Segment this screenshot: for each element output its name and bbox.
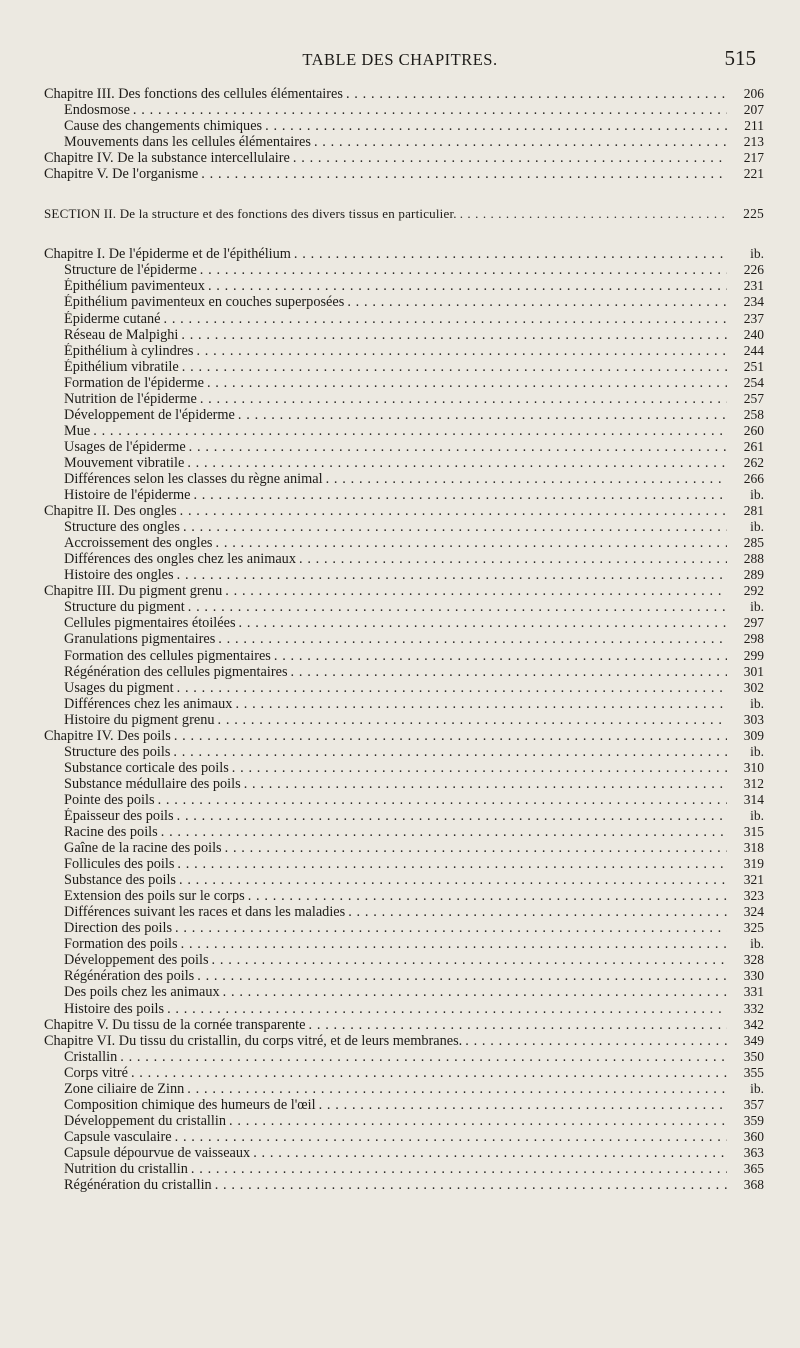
- entry-page-number: 309: [743, 727, 764, 743]
- dot-leader: [175, 1129, 727, 1145]
- dot-leader: [193, 487, 727, 503]
- entry-title: Direction des poils: [64, 920, 173, 937]
- entry-page-number: 231: [743, 278, 764, 294]
- entry-title: Usages de l'épiderme: [64, 438, 186, 455]
- subentry: [44, 567, 764, 583]
- entry-page-number: 359: [743, 1112, 764, 1128]
- page-number: 515: [724, 46, 756, 70]
- dot-leader: [189, 439, 727, 455]
- subentry: [44, 599, 764, 615]
- dot-leader: [158, 792, 727, 808]
- subentry: [44, 423, 764, 439]
- entry-page-number: ib.: [750, 519, 764, 535]
- subentry: [44, 391, 764, 407]
- entry-page-number: 211: [744, 118, 764, 134]
- subentry: [44, 487, 764, 503]
- subentry: [44, 1129, 764, 1145]
- dot-leader: [207, 375, 727, 391]
- entry-page-number: 261: [743, 438, 764, 454]
- chapter-entry: [44, 728, 764, 744]
- section-spacer: [44, 222, 764, 246]
- subentry: [44, 776, 764, 792]
- dot-leader: [191, 1161, 727, 1177]
- entry-title: Extension des poils sur le corps: [64, 888, 245, 905]
- entry-title: Cause des changements chimiques: [64, 118, 263, 135]
- subentry: [44, 278, 764, 294]
- entry-page-number: 240: [743, 326, 764, 342]
- dot-leader: [197, 968, 727, 984]
- entry-page-number: 318: [743, 840, 764, 856]
- entry-title: Différences selon les classes du règne animal: [64, 470, 323, 487]
- dot-leader: [177, 808, 727, 824]
- entry-title: Épithélium pavimenteux: [64, 278, 205, 295]
- entry-title: Chapitre II. Des ongles: [44, 503, 177, 520]
- entry-title: Formation des poils: [64, 936, 178, 953]
- subentry: [44, 615, 764, 631]
- dot-leader: [181, 936, 727, 952]
- entry-title: Follicules des poils: [64, 856, 175, 873]
- dot-leader: [232, 760, 727, 776]
- entry-page-number: 315: [743, 824, 764, 840]
- dot-leader: [200, 262, 727, 278]
- subentry: [44, 327, 764, 343]
- entry-page-number: 332: [743, 1000, 764, 1016]
- entry-page-number: 254: [743, 374, 764, 390]
- dot-leader: [177, 680, 727, 696]
- entry-page-number: 281: [743, 503, 764, 519]
- subentry: [44, 920, 764, 936]
- subentry: [44, 359, 764, 375]
- chapter-entry: [44, 150, 764, 166]
- subentry: [44, 952, 764, 968]
- entry-page-number: 302: [743, 679, 764, 695]
- subentry: [44, 968, 764, 984]
- subentry: [44, 294, 764, 310]
- chapter-entry: [44, 166, 764, 182]
- entry-page-number: 360: [743, 1128, 764, 1144]
- dot-leader: [173, 744, 727, 760]
- dot-leader: [348, 904, 727, 920]
- dot-leader: [218, 631, 727, 647]
- subentry: [44, 262, 764, 278]
- subentry: [44, 824, 764, 840]
- entry-title: Cristallin: [64, 1048, 118, 1065]
- dot-leader: [309, 1017, 727, 1033]
- subentry: [44, 118, 764, 134]
- entry-page-number: 357: [743, 1096, 764, 1112]
- entry-page-number: 237: [743, 310, 764, 326]
- subentry: [44, 760, 764, 776]
- dot-leader: [238, 407, 727, 423]
- subentry: [44, 792, 764, 808]
- entry-title: Histoire des poils: [64, 1000, 165, 1017]
- entry-page-number: 349: [743, 1032, 764, 1048]
- dot-leader: [291, 664, 727, 680]
- dot-leader: [175, 920, 727, 936]
- entry-page-number: 328: [743, 952, 764, 968]
- dot-leader: [177, 567, 727, 583]
- entry-title: Corps vitré: [64, 1064, 128, 1081]
- chapter-entry: [44, 503, 764, 519]
- entry-page-number: 225: [743, 206, 764, 222]
- entry-page-number: 303: [743, 711, 764, 727]
- running-title: TABLE DES CHAPITRES.: [302, 50, 498, 69]
- dot-leader: [235, 696, 727, 712]
- entry-title: Épithélium pavimenteux en couches superposées: [64, 294, 345, 311]
- subentry: [44, 535, 764, 551]
- entry-title: Structure des poils: [64, 743, 171, 760]
- entry-page-number: 289: [743, 567, 764, 583]
- subentry: [44, 439, 764, 455]
- entry-page-number: 299: [743, 647, 764, 663]
- entry-title: Substance médullaire des poils: [64, 775, 241, 792]
- entry-page-number: 285: [743, 535, 764, 551]
- entry-title: Nutrition du cristallin: [64, 1161, 188, 1177]
- subentry: [44, 888, 764, 904]
- entry-page-number: 350: [743, 1048, 764, 1064]
- entry-title: Mouvement vibratile: [64, 454, 185, 471]
- dot-leader: [212, 952, 727, 968]
- entry-page-number: ib.: [750, 487, 764, 503]
- entry-title: Granulations pigmentaires: [64, 631, 216, 648]
- subentry: [44, 680, 764, 696]
- dot-leader: [465, 1033, 727, 1049]
- subentry: [44, 455, 764, 471]
- entry-page-number: 244: [743, 342, 764, 358]
- dot-leader: [239, 615, 727, 631]
- subentry: [44, 1081, 764, 1097]
- entry-title: Formation des cellules pigmentaires: [64, 647, 271, 664]
- entry-page-number: 312: [743, 775, 764, 791]
- dot-leader: [314, 134, 727, 150]
- entry-page-number: ib.: [750, 743, 764, 759]
- subentry: [44, 551, 764, 567]
- entry-page-number: 310: [743, 759, 764, 775]
- dot-leader: [179, 872, 727, 888]
- subentry: [44, 1177, 764, 1193]
- entry-page-number: 301: [743, 663, 764, 679]
- entry-page-number: 342: [743, 1016, 764, 1032]
- entry-page-number: 324: [743, 904, 764, 920]
- entry-title: Racine des poils: [64, 824, 158, 841]
- subentry: [44, 1065, 764, 1081]
- entry-title: Accroissement des ongles: [64, 535, 213, 552]
- chapter-entry: [44, 1033, 764, 1049]
- dot-leader: [215, 1177, 727, 1193]
- dot-leader: [161, 824, 727, 840]
- entry-title: Formation de l'épiderme: [64, 374, 204, 391]
- entry-title: Développement de l'épiderme: [64, 406, 235, 423]
- dot-leader: [196, 343, 727, 359]
- dot-leader: [347, 294, 727, 310]
- entry-page-number: 323: [743, 888, 764, 904]
- dot-leader: [265, 118, 727, 134]
- entry-title: Épithélium vibratile: [64, 358, 179, 375]
- section-spacer: [44, 182, 764, 206]
- entry-title: Régénération des poils: [64, 968, 195, 985]
- entry-page-number: 319: [743, 856, 764, 872]
- entry-title: Chapitre I. De l'épiderme et de l'épithélium: [44, 246, 291, 263]
- table-of-contents: [44, 86, 764, 1193]
- dot-leader: [177, 856, 727, 872]
- entry-title: Développement des poils: [64, 952, 209, 969]
- entry-title: Différences suivant les races et dans les maladies: [64, 904, 346, 921]
- entry-page-number: 288: [743, 551, 764, 567]
- dot-leader: [182, 359, 727, 375]
- entry-title: Structure du pigment: [64, 599, 185, 616]
- entry-title: Histoire du pigment grenu: [64, 711, 215, 728]
- entry-title: Régénération du cristallin: [64, 1177, 212, 1194]
- subentry: [44, 1113, 764, 1129]
- entry-page-number: ib.: [750, 1080, 764, 1096]
- subentry: [44, 664, 764, 680]
- entry-title: Chapitre VI. Du tissu du cristallin, du corps vitré, et de leurs membranes.: [44, 1032, 463, 1049]
- dot-leader: [163, 311, 727, 327]
- entry-title: Structure de l'épiderme: [64, 262, 197, 279]
- entry-title: Développement du cristallin: [64, 1112, 226, 1129]
- entry-page-number: 297: [743, 615, 764, 631]
- entry-title: Chapitre V. Du tissu de la cornée transparente: [44, 1016, 306, 1033]
- subentry: [44, 375, 764, 391]
- dot-leader: [187, 1081, 727, 1097]
- subentry: [44, 631, 764, 647]
- entry-title: Mue: [64, 422, 91, 439]
- entry-page-number: 221: [743, 166, 764, 182]
- entry-page-number: 292: [743, 583, 764, 599]
- entry-page-number: 365: [743, 1161, 764, 1176]
- dot-leader: [299, 551, 727, 567]
- dot-leader: [274, 648, 727, 664]
- entry-title: Épithélium à cylindres: [64, 342, 194, 359]
- subentry: [44, 311, 764, 327]
- entry-title: Régénération des cellules pigmentaires: [64, 663, 288, 680]
- dot-leader: [201, 166, 727, 182]
- entry-title: Réseau de Malpighi: [64, 326, 179, 343]
- dot-leader: [248, 888, 727, 904]
- chapter-entry: [44, 583, 764, 599]
- entry-title: Substance corticale des poils: [64, 759, 229, 776]
- entry-title: Capsule vasculaire: [64, 1128, 172, 1145]
- chapter-entry: [44, 86, 764, 102]
- subentry: [44, 102, 764, 118]
- dot-leader: [167, 1001, 727, 1017]
- subentry: [44, 407, 764, 423]
- dot-leader: [225, 840, 727, 856]
- subentry: [44, 1161, 764, 1177]
- subentry: [44, 471, 764, 487]
- subentry: [44, 1145, 764, 1161]
- dot-leader: [181, 327, 727, 343]
- entry-title: Histoire des ongles: [64, 567, 174, 584]
- entry-page-number: ib.: [750, 599, 764, 615]
- subentry: [44, 904, 764, 920]
- entry-title: Cellules pigmentaires étoilées: [64, 615, 236, 632]
- entry-page-number: 331: [743, 984, 764, 1000]
- entry-title: Chapitre IV. De la substance intercellulaire: [44, 150, 290, 167]
- subentry: [44, 1001, 764, 1017]
- entry-title: Épiderme cutané: [64, 310, 161, 327]
- dot-leader: [187, 455, 727, 471]
- entry-page-number: ib.: [750, 246, 764, 262]
- entry-title: Nutrition de l'épiderme: [64, 390, 197, 407]
- entry-page-number: ib.: [750, 695, 764, 711]
- subentry: [44, 648, 764, 664]
- entry-page-number: 260: [743, 422, 764, 438]
- subentry: [44, 1097, 764, 1113]
- entry-page-number: ib.: [750, 807, 764, 823]
- entry-title: SECTION II. De la structure et des fonctions des divers tissus en particulier.: [44, 206, 457, 222]
- entry-title: Chapitre IV. Des poils: [44, 727, 171, 744]
- entry-page-number: 355: [743, 1064, 764, 1080]
- entry-title: Épaisseur des poils: [64, 807, 174, 824]
- chapter-entry: [44, 246, 764, 262]
- section-entry: [44, 206, 764, 222]
- entry-page-number: 257: [743, 390, 764, 406]
- entry-page-number: 330: [743, 968, 764, 984]
- dot-leader: [223, 984, 727, 1000]
- entry-title: Pointe des poils: [64, 791, 155, 808]
- subentry: [44, 872, 764, 888]
- dot-leader: [326, 471, 727, 487]
- entry-title: Mouvements dans les cellules élémentaires: [64, 134, 311, 151]
- dot-leader: [218, 712, 728, 728]
- subentry: [44, 343, 764, 359]
- entry-page-number: 321: [743, 872, 764, 888]
- dot-leader: [319, 1097, 727, 1113]
- dot-leader: [293, 150, 727, 166]
- subentry: [44, 519, 764, 535]
- entry-page-number: 266: [743, 470, 764, 486]
- entry-page-number: 207: [743, 102, 764, 118]
- entry-page-number: 298: [743, 631, 764, 647]
- subentry: [44, 712, 764, 728]
- subentry: [44, 134, 764, 150]
- entry-page-number: 258: [743, 406, 764, 422]
- entry-title: Différences chez les animaux: [64, 695, 233, 712]
- subentry: [44, 744, 764, 760]
- dot-leader: [244, 776, 727, 792]
- entry-title: Composition chimique des humeurs de l'œil: [64, 1096, 316, 1113]
- entry-title: Histoire de l'épiderme: [64, 487, 191, 504]
- subentry: [44, 696, 764, 712]
- dot-leader: [225, 583, 727, 599]
- entry-title: Des poils chez les animaux: [64, 984, 220, 1001]
- dot-leader: [253, 1145, 727, 1161]
- entry-page-number: 213: [743, 134, 764, 150]
- dot-leader: [208, 278, 727, 294]
- entry-title: Usages du pigment: [64, 679, 174, 696]
- entry-page-number: 206: [743, 86, 764, 101]
- dot-leader: [133, 102, 727, 118]
- entry-page-number: 234: [743, 294, 764, 310]
- running-header: [0, 46, 800, 80]
- dot-leader: [183, 519, 727, 535]
- entry-page-number: 368: [743, 1177, 764, 1193]
- entry-title: Capsule dépourvue de vaisseaux: [64, 1144, 251, 1161]
- dot-leader: [216, 535, 728, 551]
- dot-leader: [120, 1049, 727, 1065]
- dot-leader: [93, 423, 727, 439]
- entry-title: Substance des poils: [64, 872, 176, 889]
- entry-page-number: 314: [743, 791, 764, 807]
- dot-leader: [200, 391, 727, 407]
- chapter-entry: [44, 1017, 764, 1033]
- subentry: [44, 808, 764, 824]
- subentry: [44, 840, 764, 856]
- entry-title: Endosmose: [64, 102, 130, 119]
- entry-page-number: 217: [743, 150, 764, 166]
- entry-title: Structure des ongles: [64, 519, 180, 536]
- entry-page-number: 251: [743, 358, 764, 374]
- dot-leader: [180, 503, 727, 519]
- dot-leader: [131, 1065, 727, 1081]
- subentry: [44, 984, 764, 1000]
- dot-leader: [346, 86, 727, 102]
- dot-leader: [174, 728, 727, 744]
- entry-title: Zone ciliaire de Zinn: [64, 1080, 185, 1097]
- entry-title: Gaîne de la racine des poils: [64, 840, 222, 857]
- entry-page-number: 325: [743, 920, 764, 936]
- subentry: [44, 1049, 764, 1065]
- entry-page-number: 226: [743, 262, 764, 278]
- entry-title: Différences des ongles chez les animaux: [64, 551, 296, 568]
- entry-page-number: 363: [743, 1144, 764, 1160]
- dot-leader: [229, 1113, 727, 1129]
- dot-leader: [460, 206, 727, 222]
- entry-title: Chapitre V. De l'organisme: [44, 166, 199, 183]
- dot-leader: [294, 246, 727, 262]
- entry-page-number: ib.: [750, 936, 764, 952]
- subentry: [44, 856, 764, 872]
- entry-title: Chapitre III. Du pigment grenu: [44, 583, 223, 600]
- subentry: [44, 936, 764, 952]
- entry-page-number: 262: [743, 454, 764, 470]
- entry-title: Chapitre III. Des fonctions des cellules élémentaires: [44, 86, 343, 102]
- dot-leader: [188, 599, 727, 615]
